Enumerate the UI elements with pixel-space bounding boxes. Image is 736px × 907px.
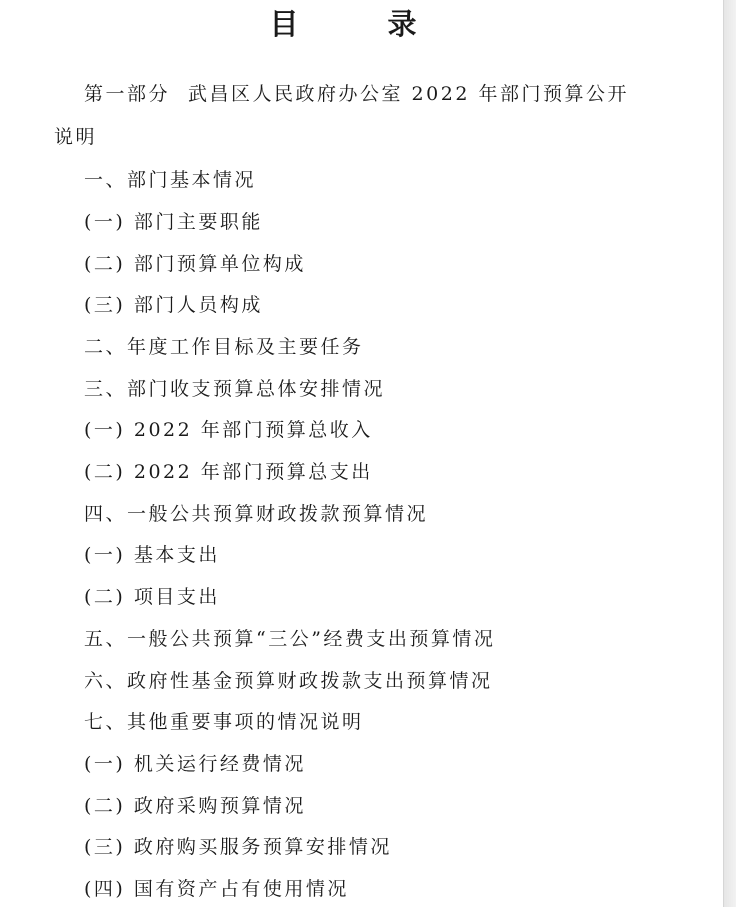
toc-entry: 五、一般公共预算“三公”经费支出预算情况: [84, 628, 496, 650]
toc-entry: (四) 国有资产占有使用情况: [84, 878, 349, 900]
toc-part-title: 武昌区人民政府办公室 2022 年部门预算公开: [188, 83, 629, 105]
toc-entry: (一) 部门主要职能: [84, 211, 263, 233]
page-title: 目 录: [269, 7, 447, 41]
toc-entry: (三) 政府购买服务预算安排情况: [84, 836, 392, 858]
toc-entry-part-one: [84, 80, 629, 108]
toc-entry: (一) 机关运行经费情况: [84, 753, 306, 775]
toc-entry: 三、部门收支预算总体安排情况: [84, 378, 386, 400]
toc-entry: 六、政府性基金预算财政拨款支出预算情况: [84, 670, 493, 692]
toc-entry: (一) 基本支出: [84, 544, 220, 566]
toc-entry: (二) 部门预算单位构成: [84, 253, 306, 275]
toc-entry: (二) 2022 年部门预算总支出: [84, 461, 373, 483]
toc-part-label: 第一部分: [84, 83, 171, 105]
toc-entry: (三) 部门人员构成: [84, 294, 263, 316]
toc-entry: (二) 项目支出: [84, 586, 220, 608]
toc-entry: 二、年度工作目标及主要任务: [84, 336, 364, 358]
toc-entry: 四、一般公共预算财政拨款预算情况: [84, 503, 429, 525]
toc-entry: 七、其他重要事项的情况说明: [84, 711, 364, 733]
toc-entry: (二) 政府采购预算情况: [84, 795, 306, 817]
window-edge: [723, 0, 736, 907]
toc-entry: 说明: [54, 126, 98, 148]
toc-entry: (一) 2022 年部门预算总收入: [84, 419, 373, 441]
toc-entry: 一、部门基本情况: [84, 169, 257, 191]
